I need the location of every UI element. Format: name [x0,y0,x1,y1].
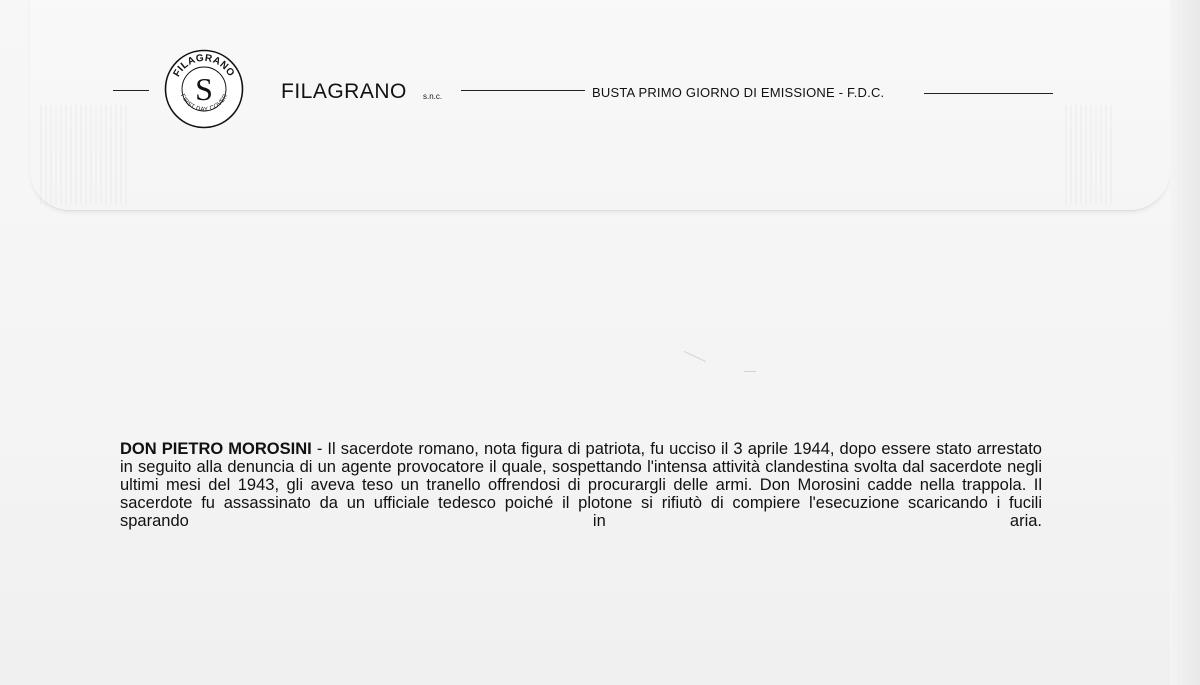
description-body: - Il sacerdote romano, nota figura di patriota, fu ucciso il 3 aprile 1944, dopo essere stato arrestato in seguito alla denuncia di un agente provocatore il quale, sospettando l'intensa attività clandestina svolta dal sacerdote negli ultimi mesi del 1943, gli aveva teso un tranello offrendosi di procurargli delle armi. Don Morosini cadde nella trappola. Il sacerdote fu assassinato da un ufficiale tedesco poiché il plotone si rifiutò di compiere l'esecuzione scaricando i fucili sparando in aria. [120,440,1042,530]
brand-suffix: s.n.c. [423,92,443,101]
seal-brand-arc: FILAGRANO [171,52,237,79]
envelope-right-edge [1170,0,1200,685]
filagrano-seal-logo [164,49,244,129]
glue-strip-left [40,105,130,205]
paper-mark [684,351,706,362]
first-day-cover-label: BUSTA PRIMO GIORNO DI EMISSIONE - F.D.C. [592,85,885,100]
header-rule-middle [461,90,585,91]
paper-mark [744,371,756,372]
header-rule-right [924,93,1053,94]
glue-strip-right [1065,105,1115,205]
header-rule-left [113,90,149,91]
seal-bottom-arc: FIRST DAY COVER [178,93,230,114]
brand-name: FILAGRANO [281,80,407,103]
description-text [120,440,1042,530]
seal-letter: S [195,71,213,107]
description-subject: DON PIETRO MOROSINI [120,440,312,458]
